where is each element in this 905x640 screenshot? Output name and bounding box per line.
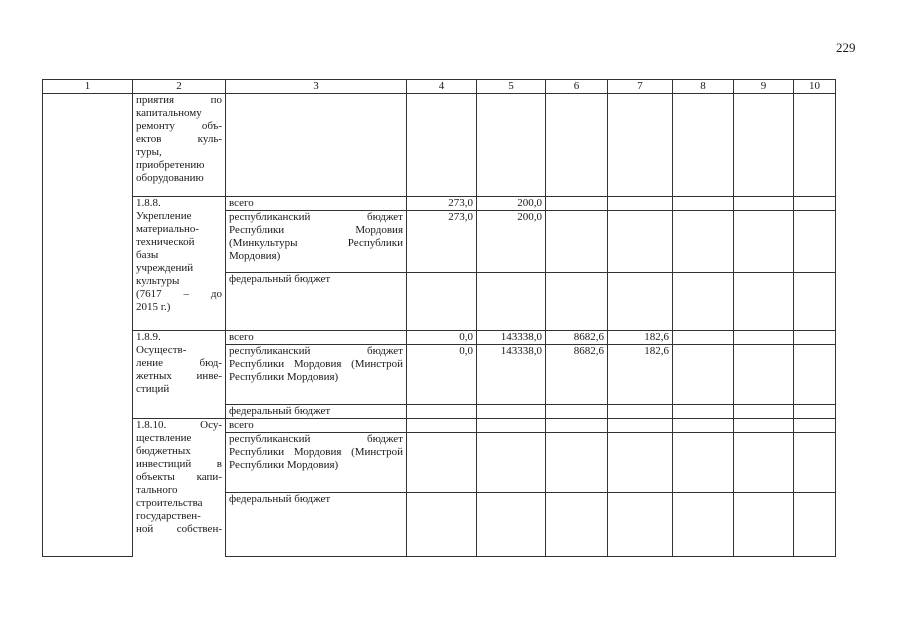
value-cell: 143338,0 — [477, 345, 546, 405]
budget-table — [42, 79, 836, 557]
value-cell: 0,0 — [407, 345, 477, 405]
column-header: 6 — [546, 80, 608, 94]
section-title: 1.8.9. Осуществ- ление бюд- жетных инве- стиций — [133, 331, 226, 419]
value-cell: 143338,0 — [477, 331, 546, 345]
funding-source: федеральный бюджет — [226, 273, 407, 331]
value-cell: 273,0 — [407, 197, 477, 211]
value-cell — [546, 197, 608, 211]
column-header: 2 — [133, 80, 226, 94]
funding-source: федеральный бюджет — [226, 493, 407, 557]
table-row — [43, 94, 836, 197]
column-header: 3 — [226, 80, 407, 94]
table-row — [43, 419, 836, 433]
value-cell: 200,0 — [477, 211, 546, 273]
column-header: 4 — [407, 80, 477, 94]
section-title: 1.8.10. Осу- ществление бюджетных инвестиций в объекты капи- тального строительства государствен- ной собствен- — [133, 419, 226, 557]
value-cell: 8682,6 — [546, 345, 608, 405]
column-header: 10 — [794, 80, 836, 94]
column-header: 8 — [673, 80, 734, 94]
funding-source: всего — [226, 331, 407, 345]
section-title: 1.8.8. Укрепление материально- технической базы учреждений культуры (7617 – до 2015 г.) — [133, 197, 226, 331]
value-cell: 182,6 — [608, 331, 673, 345]
column-header: 7 — [608, 80, 673, 94]
funding-source: республиканский бюджет Республики Мордовия (Минстрой Республики Мордовия) — [226, 433, 407, 493]
value-cell: 200,0 — [477, 197, 546, 211]
value-cell — [546, 211, 608, 273]
col1-cell — [43, 94, 133, 557]
funding-source: федеральный бюджет — [226, 405, 407, 419]
value-cell — [608, 197, 673, 211]
value-cell — [608, 211, 673, 273]
funding-source: всего — [226, 197, 407, 211]
table-row — [43, 197, 836, 211]
value-cell: 182,6 — [608, 345, 673, 405]
column-header: 5 — [477, 80, 546, 94]
value-cell: 8682,6 — [546, 331, 608, 345]
funding-source: республиканский бюджет Республики Мордовия (Минкультуры Республики Мордовия) — [226, 211, 407, 273]
table-row — [43, 331, 836, 345]
column-number-row — [43, 80, 836, 94]
intro-description: приятия по капитальному ремонту объ- ектов куль- туры, приобретению оборудованию — [133, 94, 226, 197]
page-number: 229 — [836, 40, 856, 55]
value-cell: 273,0 — [407, 211, 477, 273]
value-cell: 0,0 — [407, 331, 477, 345]
column-header: 1 — [43, 80, 133, 94]
funding-source: республиканский бюджет Республики Мордовия (Минстрой Республики Мордовия) — [226, 345, 407, 405]
column-header: 9 — [734, 80, 794, 94]
funding-source: всего — [226, 419, 407, 433]
